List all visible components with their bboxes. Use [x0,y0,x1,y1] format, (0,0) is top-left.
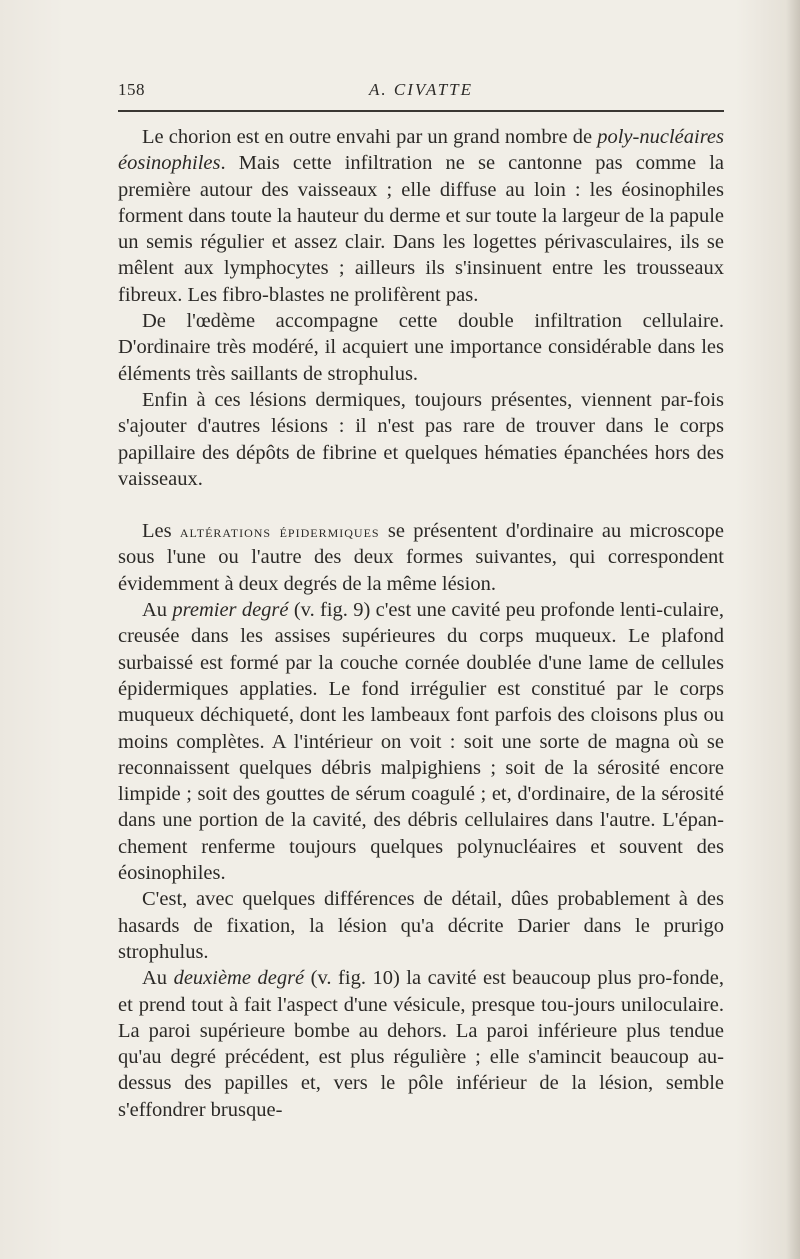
paragraph [118,387,724,492]
text-run: . Mais cette infiltration ne se cantonne pas comme la première autour des vaisseaux ; elle diffuse au loin : les éosinophiles forment dans toute la hauteur du derme et sur toute la largeur de la papule un semis régulier et assez clair. Dans les logettes périvasculaires, ils se mêlent aux lymphocytes ; ailleurs ils s'insinuent entre les trousseaux fibreux. Les fibro-blastes ne prolifèrent pas. [118,152,724,306]
paragraph [118,597,724,886]
text-run: (v. fig. 9) c'est une cavité peu profonde lenti-culaire, creusée dans les assises supérieures du corps muqueux. Le plafond surbaissé est formé par la couche cornée doublée d'une lame de cellules épidermiques applaties. Le fond irrégulier est constitué par le corps muqueux déchiqueté, dont les lambeaux font parfois des cloisons plus ou moins complètes. A l'intérieur on voit : soit une sorte de magna où se reconnaissent quelques débris malpighiens ; soit de la sérosité encore limpide ; soit des gouttes de sérum coagulé ; et, d'ordinaire, de la sérosité dans une portion de la cavité, des débris cellulaires dans l'autre. L'épan-chement renferme toujours quelques polynucléaires et souvent des éosinophiles. [118,599,725,885]
paragraph [118,124,724,308]
text-run: Les [142,520,180,543]
page-number: 158 [118,80,145,99]
page-edge-shadow [786,0,800,1259]
text-run: Le chorion est en outre envahi par un grand nombre de [142,126,598,148]
text-run: C'est, avec quelques différences de détail, dûes probablement à des hasards de fixation, la lésion qu'a décrite Darier dans le prurigo strophulus. [118,888,724,963]
header-rule [118,110,724,112]
text-run: De l'œdème accompagne cette double infiltration cellulaire. D'ordinaire très modéré, il acquiert une importance considérable dans les éléments très saillants de strophulus. [118,310,724,385]
italic-term: poly-nucléaires éosinophiles [118,126,724,175]
running-head: A. CIVATTE [368,80,474,99]
paragraph [118,965,724,1123]
body-text [118,124,724,1123]
paragraph [118,518,724,597]
text-run: (v. fig. 10) la cavité est beaucoup plus pro-fonde, et prend tout à fait l'aspect d'une vésicule, presque tou-jours uniloculaire. La paroi supérieure bombe au dehors. La paroi inférieure plus tendue qu'au degré précédent, est plus régulière ; elle s'amincit beaucoup au-dessus des papilles et, vers le pôle inférieur de la lésion, semble s'effondrer brusque- [118,967,724,1121]
italic-term: deuxième degré [173,967,305,990]
page-header [118,80,724,104]
smallcaps-term: altérations épidermiques [179,521,380,542]
text-run: Au [142,967,174,990]
paragraph [118,886,724,965]
italic-term: premier degré [172,599,289,622]
text-run: Au [142,599,173,622]
text-run: Enfin à ces lésions dermiques, toujours présentes, viennent par-fois s'ajouter d'autres lésions : il n'est pas rare de trouver dans le corps papillaire des dépôts de fibrine et quelques hématies épanchées hors des vaisseaux. [118,388,724,490]
text-run: se présentent d'ordinaire au microscope sous l'une ou l'autre des deux formes suivantes, qui correspondent évidemment à deux degrés de la même lésion. [118,520,724,595]
paragraph [118,308,724,387]
